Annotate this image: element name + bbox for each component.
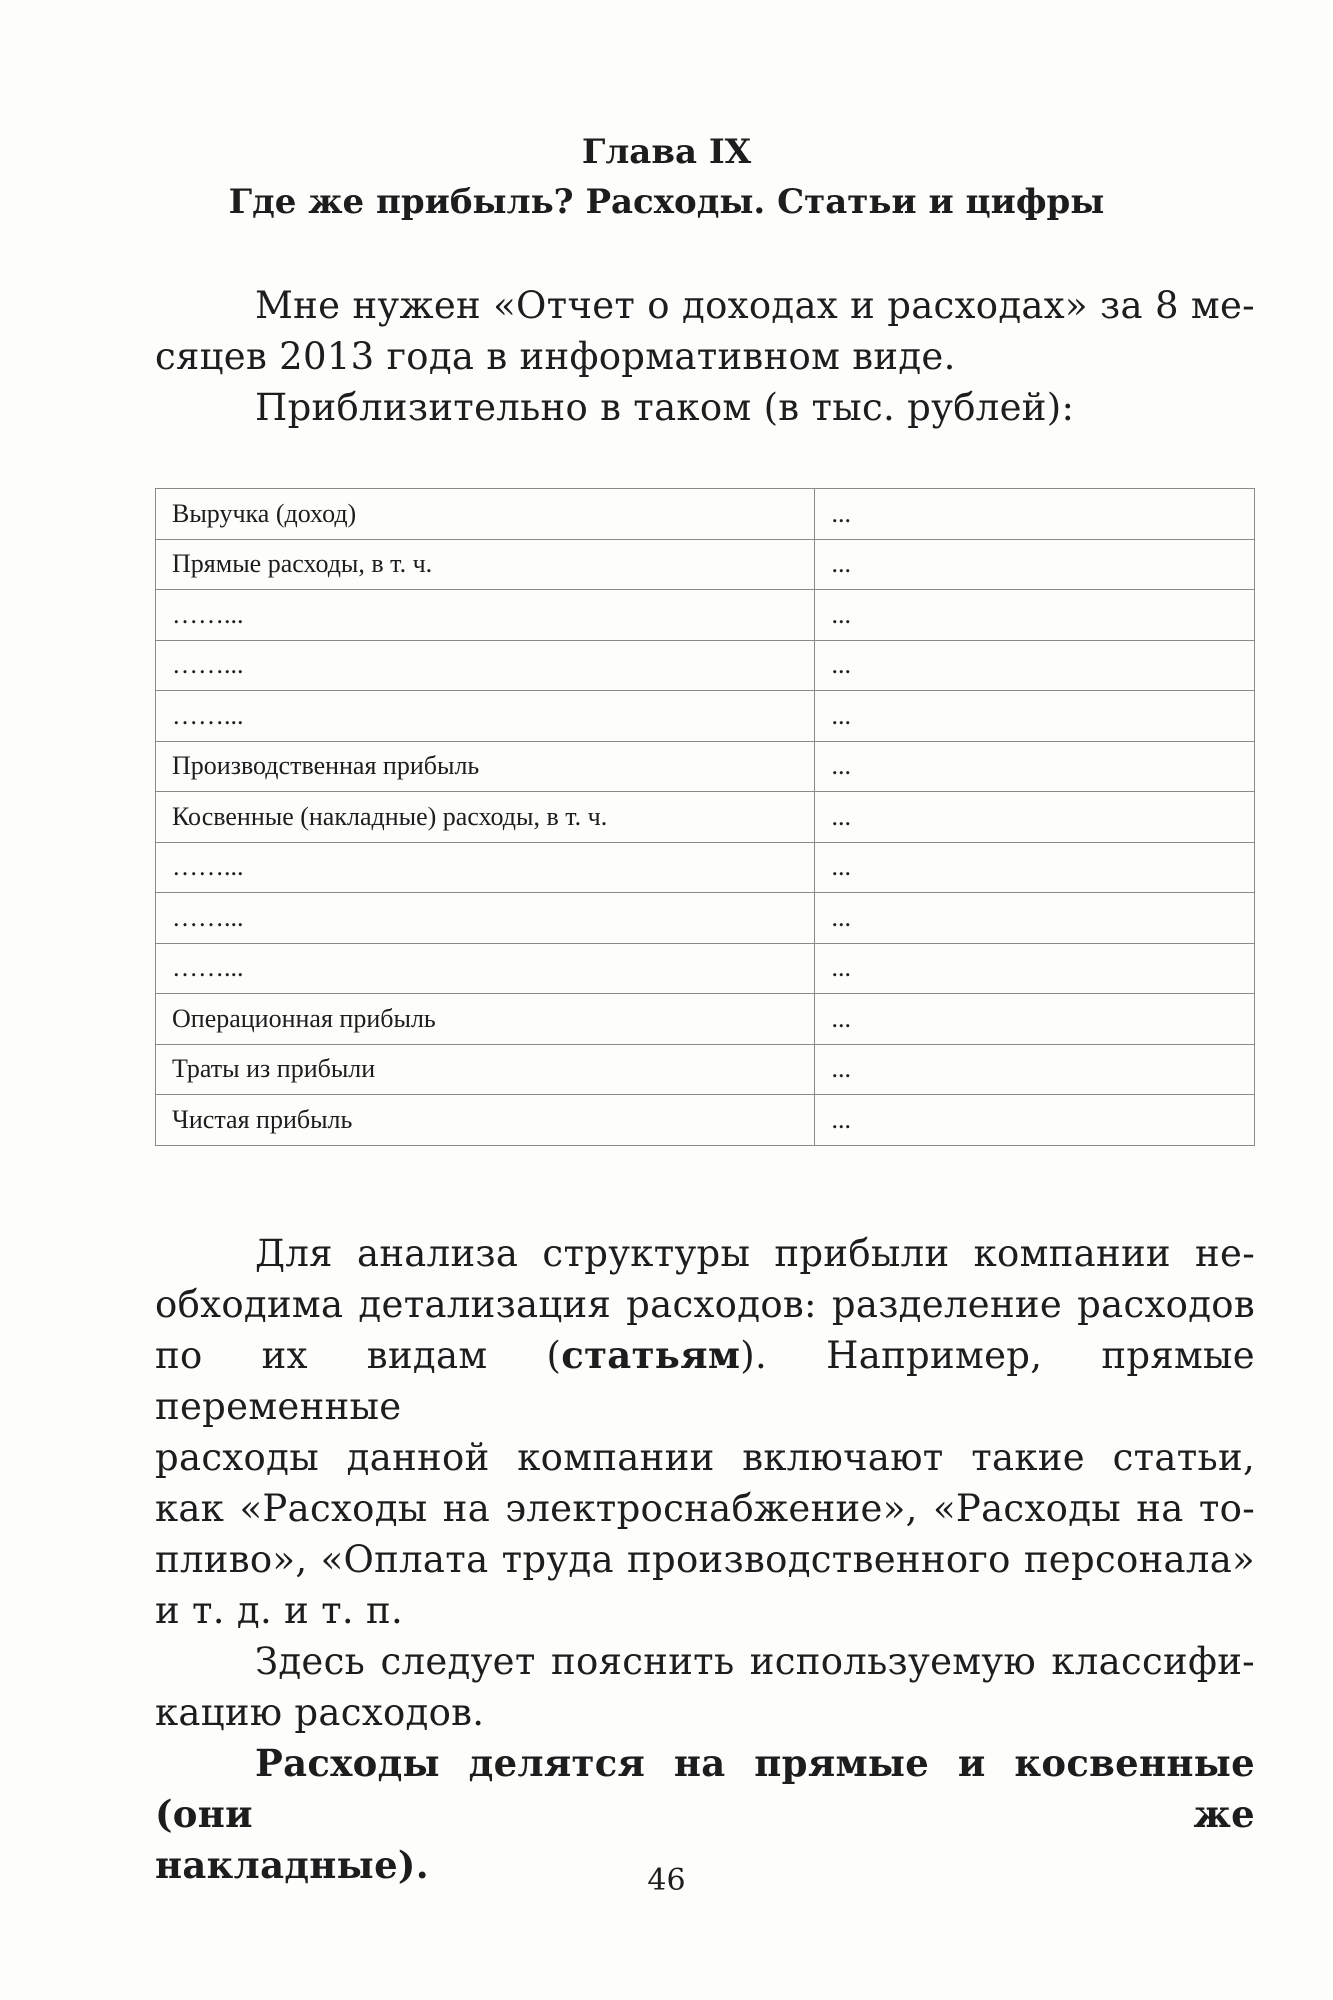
para2-line-2: кацию расходов. <box>155 1691 485 1734</box>
row-label: Выручка (доход) <box>156 489 815 540</box>
row-value: ... <box>815 691 1255 742</box>
row-value: ... <box>815 792 1255 843</box>
table-row <box>156 893 1255 944</box>
row-value: ... <box>815 893 1255 944</box>
table-row <box>156 994 1255 1045</box>
page-number: 46 <box>647 1863 686 1898</box>
row-value: ... <box>815 640 1255 691</box>
emphasis-term: статьям <box>561 1333 741 1377</box>
table-row <box>156 640 1255 691</box>
table-row <box>156 741 1255 792</box>
para1-line-6: пливо», «Оплата труда производственного персонала» <box>155 1538 1255 1581</box>
row-label: Операционная прибыль <box>156 994 815 1045</box>
para3-line-2: накладные). <box>155 1843 429 1887</box>
intro-line-1: Мне нужен «Отчет о доходах и расходах» за 8 ме- <box>255 284 1255 327</box>
para1-line-5: как «Расходы на электроснабжение», «Расходы на то- <box>155 1487 1255 1530</box>
table-row <box>156 691 1255 742</box>
intro-line-2: сяцев 2013 года в информативном виде. <box>155 335 956 378</box>
table-row <box>156 943 1255 994</box>
row-value: ... <box>815 1044 1255 1095</box>
table-row <box>156 1095 1255 1146</box>
analysis-text <box>155 1228 1255 1891</box>
row-label: ……... <box>156 691 815 742</box>
intro-line-3: Приблизительно в таком (в тыс. рублей): <box>255 386 1075 429</box>
table-row <box>156 792 1255 843</box>
para1-line-2: обходима детализация расходов: разделение расходов <box>155 1283 1255 1326</box>
row-label: Прямые расходы, в т. ч. <box>156 539 815 590</box>
para2-line-1: Здесь следует пояснить используемую классифи- <box>255 1640 1255 1683</box>
row-value: ... <box>815 489 1255 540</box>
row-label: Траты из прибыли <box>156 1044 815 1095</box>
row-value: ... <box>815 741 1255 792</box>
row-label: Производственная прибыль <box>156 741 815 792</box>
para1-line-7: и т. д. и т. п. <box>155 1589 404 1632</box>
para1-line-4: расходы данной компании включают такие статьи, <box>155 1436 1255 1479</box>
table-row <box>156 590 1255 641</box>
row-label: ……... <box>156 943 815 994</box>
row-value: ... <box>815 539 1255 590</box>
row-value: ... <box>815 842 1255 893</box>
para3-line-1: Расходы делятся на прямые и косвенные (они же <box>155 1741 1255 1836</box>
row-label: ……... <box>156 893 815 944</box>
table-row <box>156 842 1255 893</box>
chapter-title: Где же прибыль? Расходы. Статьи и цифры <box>228 182 1105 222</box>
row-label: ……... <box>156 640 815 691</box>
row-label: ……... <box>156 590 815 641</box>
para1-line-1: Для анализа структуры прибыли компании не- <box>255 1232 1255 1275</box>
table-row <box>156 539 1255 590</box>
para1-line-3: по их видам (статьям). Например, прямые переменные <box>155 1333 1255 1428</box>
row-label: Косвенные (накладные) расходы, в т. ч. <box>156 792 815 843</box>
row-value: ... <box>815 994 1255 1045</box>
intro-paragraph <box>155 280 1255 433</box>
row-label: Чистая прибыль <box>156 1095 815 1146</box>
row-value: ... <box>815 943 1255 994</box>
row-label: ……... <box>156 842 815 893</box>
table-row <box>156 489 1255 540</box>
chapter-number: Глава IX <box>581 132 752 172</box>
table-row <box>156 1044 1255 1095</box>
row-value: ... <box>815 590 1255 641</box>
row-value: ... <box>815 1095 1255 1146</box>
report-table <box>155 488 1255 1146</box>
